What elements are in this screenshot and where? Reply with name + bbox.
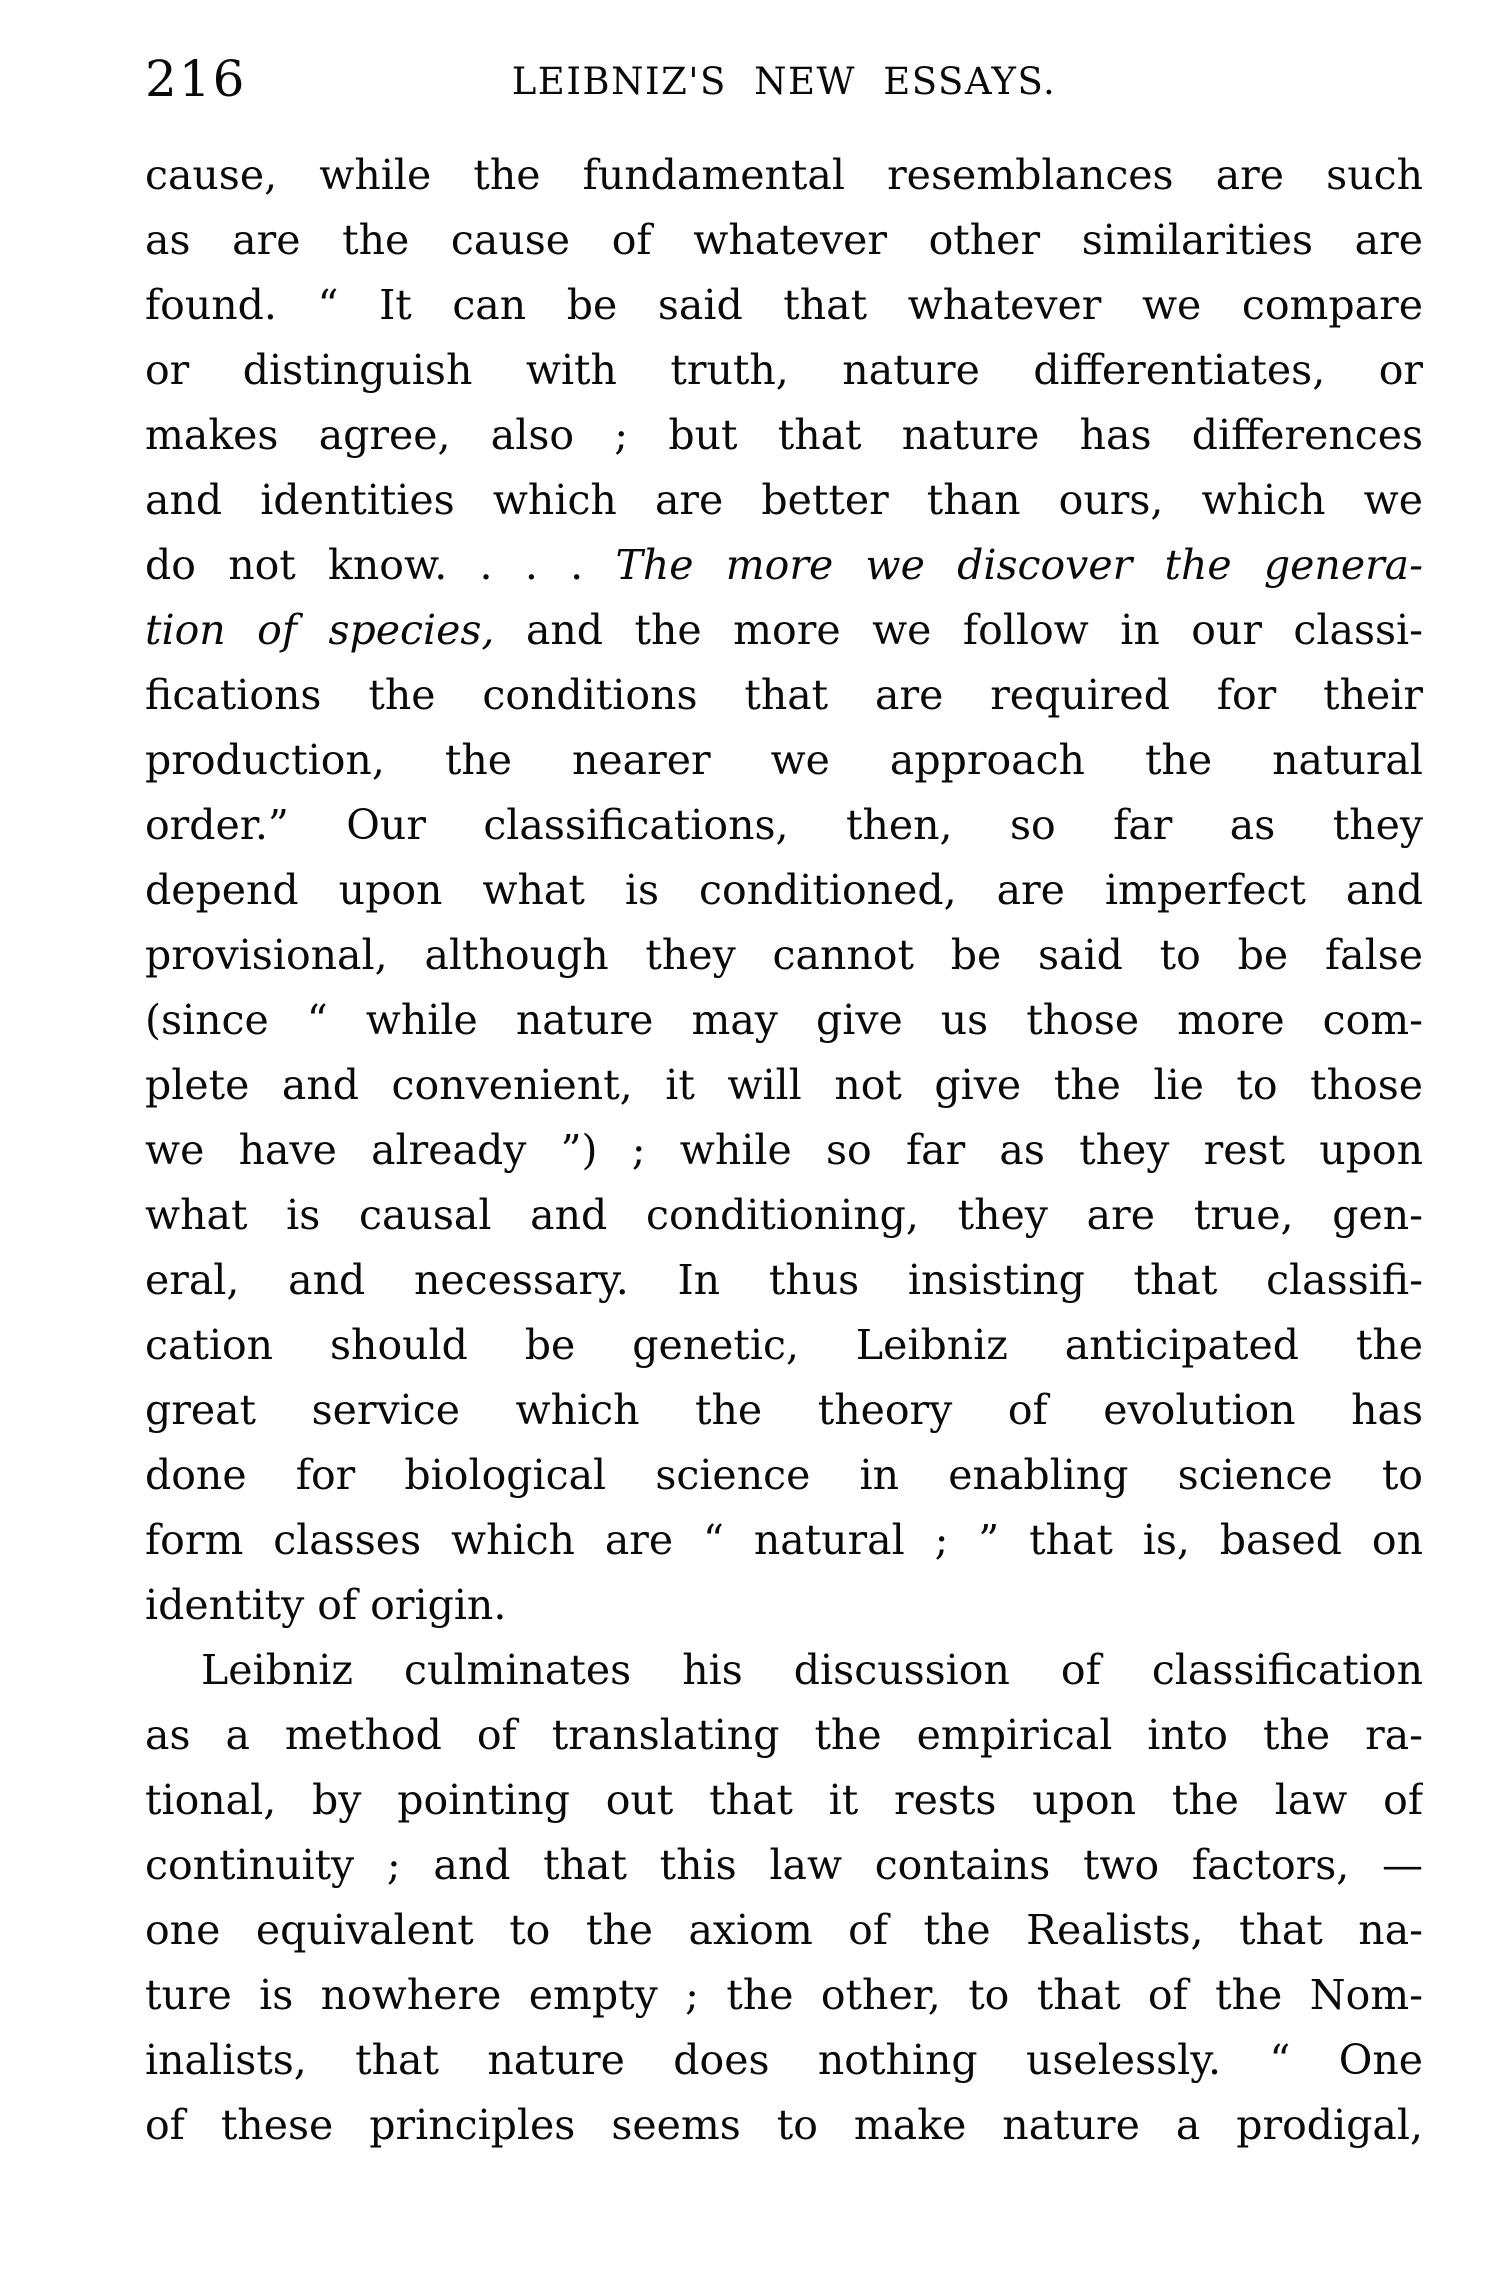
text-line [145,2028,1423,2093]
text-line [145,1378,1423,1443]
text-line [145,1508,1423,1573]
running-title: LEIBNIZ'S NEW ESSAYS. [511,60,1057,103]
roman-text: cause, while the fundamental resemblances are such [145,151,1423,199]
roman-text: done for biological science in enabling science to [145,1451,1423,1499]
roman-text: order.” Our classifications, then, so far as they [145,801,1423,849]
roman-text: and the more we follow in our classi- [494,606,1423,654]
text-line [145,338,1423,403]
paragraph-1 [145,143,1423,1638]
page-number: 216 [145,50,247,108]
roman-text: of these principles seems to make nature a prodigal, [145,2101,1423,2149]
roman-text: found. “ It can be said that whatever we compare [145,281,1423,329]
body-text [145,143,1423,2158]
page-header [145,50,1423,108]
text-line [145,923,1423,988]
roman-text: Leibniz culminates his discussion of classification [201,1646,1423,1694]
roman-text: as a method of translating the empirical into the ra- [145,1711,1423,1759]
roman-text: cation should be genetic, Leibniz anticipated the [145,1321,1423,1369]
text-line [145,1183,1423,1248]
text-line [145,1703,1423,1768]
text-line [145,728,1423,793]
roman-text: one equivalent to the axiom of the Realists, that na- [145,1906,1423,1954]
text-line [145,663,1423,728]
roman-text: or distinguish with truth, nature differentiates, or [145,346,1423,394]
roman-text: makes agree, also ; but that nature has differences [145,411,1423,459]
text-line [145,1248,1423,1313]
text-line [145,1053,1423,1118]
text-line [145,1833,1423,1898]
italic-text: The more we discover the genera- [615,541,1423,589]
text-line [145,1768,1423,1833]
text-line [145,468,1423,533]
roman-text: production, the nearer we approach the natural [145,736,1423,784]
text-line [145,143,1423,208]
text-line [145,793,1423,858]
text-line [145,1443,1423,1508]
text-line [145,1898,1423,1963]
roman-text: form classes which are “ natural ; ” that is, based on [145,1516,1423,1564]
text-line [145,1118,1423,1183]
text-line [145,598,1423,663]
roman-text: depend upon what is conditioned, are imperfect and [145,866,1423,914]
text-line [145,1963,1423,2028]
roman-text: we have already ”) ; while so far as they rest upon [145,1126,1423,1174]
italic-text: tion of species, [145,606,495,654]
roman-text: what is causal and conditioning, they are true, gen- [145,1191,1423,1239]
text-line [145,1638,1423,1703]
text-line [145,858,1423,923]
roman-text: ture is nowhere empty ; the other, to that of the Nom- [145,1971,1423,2019]
text-line [145,403,1423,468]
text-line [145,2093,1423,2158]
text-line [145,533,1423,598]
roman-text: identity of origin. [145,1581,507,1629]
roman-text: plete and convenient, it will not give the lie to those [145,1061,1423,1109]
text-line [145,1313,1423,1378]
roman-text: continuity ; and that this law contains two factors, — [145,1841,1423,1889]
paragraph-2 [145,1638,1423,2158]
text-line [145,208,1423,273]
roman-text: fications the conditions that are required for their [145,671,1423,719]
roman-text: as are the cause of whatever other similarities are [145,216,1423,264]
text-line [145,1573,1423,1638]
roman-text: provisional, although they cannot be said to be false [145,931,1423,979]
roman-text: great service which the theory of evolution has [145,1386,1423,1434]
roman-text: eral, and necessary. In thus insisting that classifi- [145,1256,1423,1304]
roman-text: tional, by pointing out that it rests upon the law of [145,1776,1423,1824]
roman-text: and identities which are better than ours, which we [145,476,1423,524]
roman-text: inalists, that nature does nothing uselessly. “ One [145,2036,1423,2084]
text-line [145,273,1423,338]
text-line [145,988,1423,1053]
roman-text: (since “ while nature may give us those more com- [145,996,1423,1044]
roman-text: do not know. . . . [145,541,616,589]
